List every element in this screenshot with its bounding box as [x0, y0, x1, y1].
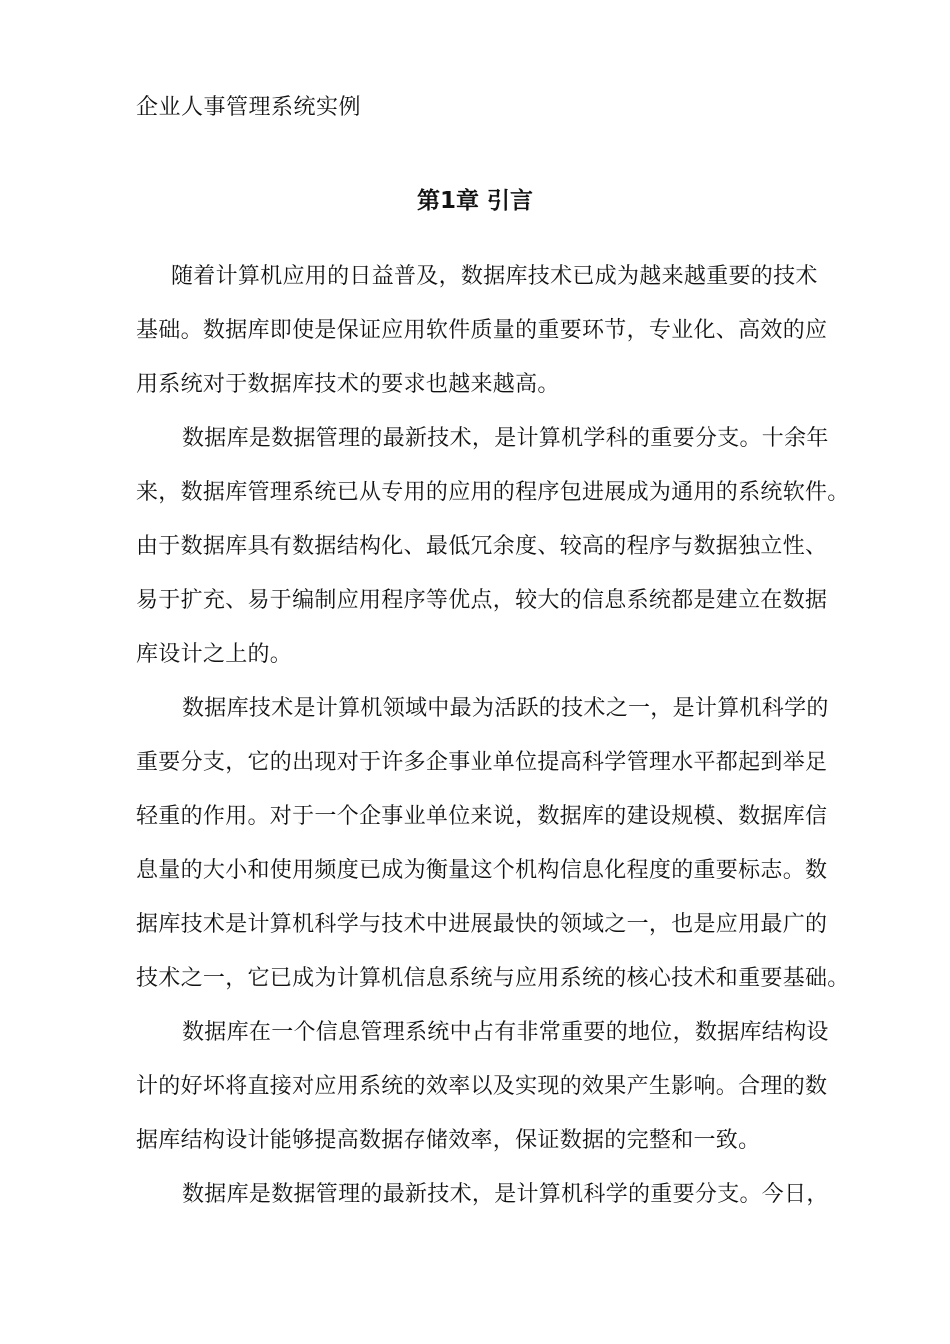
text-line: 数据库在一个信息管理系统中占有非常重要的地位，数据库结构设 [182, 1020, 829, 1045]
text-line: 基础。数据库即使是保证应用软件质量的重要环节，专业化、高效的应 [136, 318, 828, 343]
text-line: 据库技术是计算机科学与技术中进展最快的领域之一，也是应用最广的 [136, 912, 828, 937]
text-line: 技术之一，它已成为计算机信息系统与应用系统的核心技术和重要基础。 [136, 966, 850, 991]
text-line: 重要分支，它的出现对于许多企事业单位提高科学管理水平都起到举足 [136, 750, 828, 775]
text-line: 计的好坏将直接对应用系统的效率以及实现的效果产生影响。合理的数 [136, 1074, 828, 1099]
document-body [136, 250, 876, 1222]
paragraph-1 [136, 250, 876, 412]
text-line: 库设计之上的。 [136, 642, 293, 667]
paragraph-3 [136, 682, 876, 1006]
chapter-title: 第1章 引言 [416, 188, 533, 214]
paragraph-2 [136, 412, 876, 682]
text-line: 来，数据库管理系统已从专用的应用的程序包进展成为通用的系统软件。 [136, 480, 850, 505]
document-header-title: 企业人事管理系统实例 [136, 95, 362, 120]
text-line: 随着计算机应用的日益普及，数据库技术已成为越来越重要的技术 [171, 264, 818, 289]
paragraph-5 [136, 1168, 876, 1222]
text-line: 数据库是数据管理的最新技术，是计算机学科的重要分支。十余年 [182, 426, 829, 451]
text-line: 用系统对于数据库技术的要求也越来越高。 [136, 372, 560, 397]
text-line: 数据库是数据管理的最新技术，是计算机科学的重要分支。今日， [182, 1182, 829, 1207]
text-line: 数据库技术是计算机领域中最为活跃的技术之一，是计算机科学的 [182, 696, 829, 721]
text-line: 由于数据库具有数据结构化、最低冗余度、较高的程序与数据独立性、 [136, 534, 828, 559]
paragraph-4 [136, 1006, 876, 1168]
text-line: 息量的大小和使用频度已成为衡量这个机构信息化程度的重要标志。数 [136, 858, 828, 883]
text-line: 据库结构设计能够提高数据存储效率，保证数据的完整和一致。 [136, 1128, 761, 1153]
text-line: 易于扩充、易于编制应用程序等优点，较大的信息系统都是建立在数据 [136, 588, 828, 613]
text-line: 轻重的作用。对于一个企事业单位来说，数据库的建设规模、数据库信 [136, 804, 828, 829]
